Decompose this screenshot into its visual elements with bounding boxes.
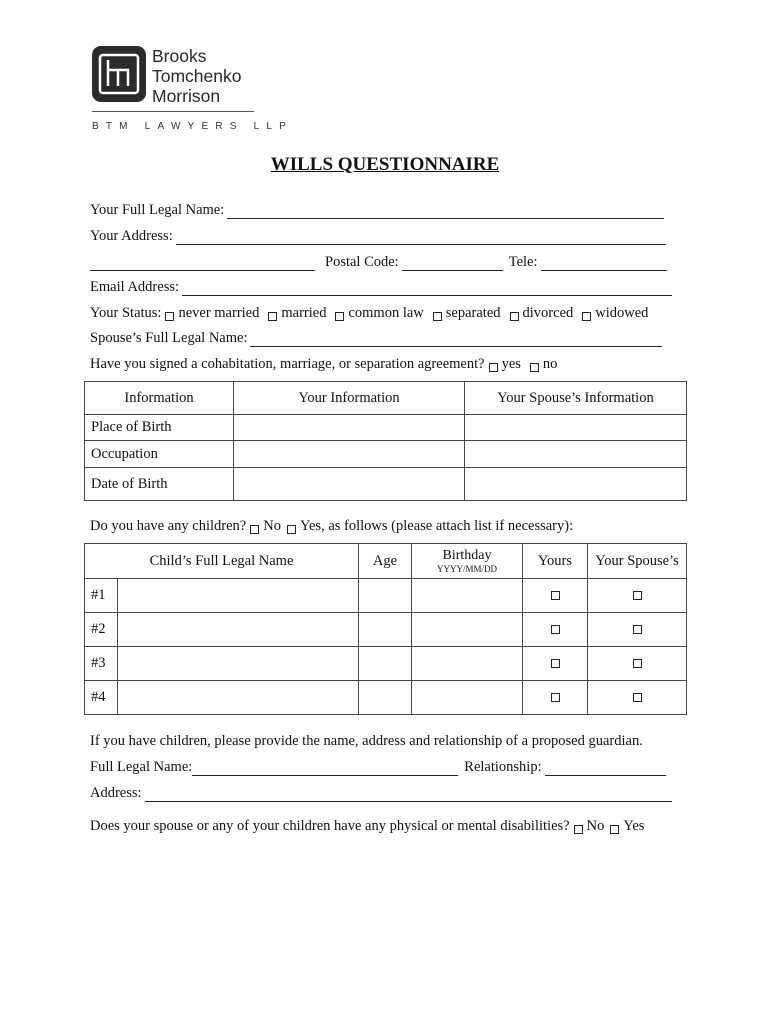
children-header-age: Age <box>359 544 412 579</box>
logo-divider <box>92 111 254 112</box>
address-line2-row <box>90 254 673 271</box>
status-widowed-label: widowed <box>595 305 649 321</box>
spouse-name-field[interactable] <box>250 333 662 347</box>
checkbox-child-spouse[interactable] <box>633 693 642 702</box>
status-separated-label: separated <box>445 305 501 321</box>
guardian-address-label: Address: <box>90 785 142 801</box>
postal-code-label: Postal Code: <box>325 254 399 270</box>
info-cell-spouse[interactable] <box>465 468 687 501</box>
child-birthday-cell[interactable] <box>412 647 523 681</box>
guardian-address-field[interactable] <box>145 788 672 802</box>
disability-row <box>90 818 644 835</box>
checkbox-never-married[interactable] <box>165 312 174 321</box>
status-never-married-label: never married <box>178 305 260 321</box>
agreement-row <box>90 356 557 373</box>
checkbox-child-yours[interactable] <box>551 659 560 668</box>
tele-label: Tele: <box>508 254 538 270</box>
children-header-birthday-format: YYYY/MM/DD <box>436 564 497 574</box>
guardian-relationship-field[interactable] <box>545 762 666 776</box>
checkbox-children-yes[interactable] <box>287 525 296 534</box>
spouse-name-row <box>90 330 668 347</box>
child-spouse-cell <box>588 681 687 715</box>
child-age-cell[interactable] <box>359 647 412 681</box>
firm-name-line2: Tomchenko <box>152 66 242 86</box>
child-spouse-cell <box>588 647 687 681</box>
page-title: WILLS QUESTIONNAIRE <box>270 154 500 175</box>
children-no-label: No <box>263 518 281 534</box>
email-field[interactable] <box>182 282 672 296</box>
table-row <box>85 613 687 647</box>
status-divorced-label: divorced <box>522 305 574 321</box>
spouse-name-label: Spouse’s Full Legal Name: <box>90 330 248 346</box>
checkbox-widowed[interactable] <box>582 312 591 321</box>
email-row <box>90 279 678 296</box>
address-line2-field[interactable] <box>90 257 315 271</box>
children-header-birthday-label: Birthday <box>442 548 492 563</box>
children-table-header-row <box>85 544 687 579</box>
info-row-label: Occupation <box>85 441 234 468</box>
status-common-law-label: common law <box>348 305 424 321</box>
checkbox-agreement-yes[interactable] <box>489 363 498 372</box>
full-name-label: Your Full Legal Name: <box>90 202 225 218</box>
firm-logo-mark <box>92 46 146 102</box>
checkbox-child-spouse[interactable] <box>633 625 642 634</box>
checkbox-child-yours[interactable] <box>551 625 560 634</box>
info-header-spouse: Your Spouse’s Information <box>465 382 687 415</box>
table-row <box>85 468 687 501</box>
table-row <box>85 579 687 613</box>
agreement-no-label: no <box>542 356 558 372</box>
agreement-yes-label: yes <box>501 356 521 372</box>
address-label: Your Address: <box>90 228 173 244</box>
children-header-birthday <box>412 544 523 579</box>
firm-subtitle: BTM LAWYERS LLP <box>92 121 293 132</box>
child-birthday-cell[interactable] <box>412 579 523 613</box>
children-header-yours: Yours <box>523 544 588 579</box>
status-married-label: married <box>281 305 327 321</box>
info-table-header-row <box>85 382 687 415</box>
child-age-cell[interactable] <box>359 579 412 613</box>
table-row <box>85 647 687 681</box>
guardian-intro-row <box>90 733 643 750</box>
children-question-row <box>90 518 573 535</box>
child-spouse-cell <box>588 579 687 613</box>
child-spouse-cell <box>588 613 687 647</box>
child-name-cell[interactable] <box>118 681 359 715</box>
child-name-cell[interactable] <box>118 647 359 681</box>
guardian-name-label: Full Legal Name: <box>90 759 193 775</box>
guardian-address-row <box>90 785 678 802</box>
info-header-information: Information <box>85 382 234 415</box>
child-row-number: #2 <box>85 613 118 647</box>
address-row <box>90 228 672 245</box>
firm-name-line3: Morrison <box>152 86 221 106</box>
child-age-cell[interactable] <box>359 681 412 715</box>
full-name-row <box>90 202 670 219</box>
checkbox-married[interactable] <box>268 312 277 321</box>
table-row <box>85 415 687 441</box>
firm-name-line1: Brooks <box>152 46 207 66</box>
info-cell-spouse[interactable] <box>465 415 687 441</box>
checkbox-separated[interactable] <box>433 312 442 321</box>
child-row-number: #3 <box>85 647 118 681</box>
child-yours-cell <box>523 613 588 647</box>
children-question: Do you have any children? <box>90 518 247 534</box>
info-row-label: Place of Birth <box>85 415 234 441</box>
status-label: Your Status: <box>90 305 162 321</box>
disability-no-label: No <box>586 818 605 834</box>
info-row-label: Date of Birth <box>85 468 234 501</box>
address-field[interactable] <box>176 231 666 245</box>
info-cell-yours[interactable] <box>234 468 465 501</box>
child-yours-cell <box>523 579 588 613</box>
checkbox-agreement-no[interactable] <box>530 363 539 372</box>
agreement-question: Have you signed a cohabitation, marriage, or separation agreement? <box>90 356 485 372</box>
status-row <box>90 305 648 322</box>
checkbox-disability-no[interactable] <box>574 825 583 834</box>
child-row-number: #4 <box>85 681 118 715</box>
child-age-cell[interactable] <box>359 613 412 647</box>
checkbox-divorced[interactable] <box>510 312 519 321</box>
child-name-cell[interactable] <box>118 613 359 647</box>
child-birthday-cell[interactable] <box>412 681 523 715</box>
disability-yes-label: Yes <box>623 818 645 834</box>
children-header-spouses: Your Spouse’s <box>588 544 687 579</box>
postal-code-field[interactable] <box>402 257 503 271</box>
children-yes-label: Yes, as follows (please attach list if necessary): <box>299 518 574 534</box>
guardian-name-row <box>90 759 672 776</box>
info-cell-yours[interactable] <box>234 441 465 468</box>
tele-field[interactable] <box>541 257 667 271</box>
checkbox-child-spouse[interactable] <box>633 591 642 600</box>
full-name-field[interactable] <box>227 205 664 219</box>
child-yours-cell <box>523 681 588 715</box>
info-header-yours: Your Information <box>234 382 465 415</box>
guardian-name-field[interactable] <box>192 762 458 776</box>
children-header-name: Child’s Full Legal Name <box>85 544 359 579</box>
checkbox-children-no[interactable] <box>250 525 259 534</box>
guardian-intro: If you have children, please provide the name, address and relationship of a proposed guardian. <box>90 733 643 749</box>
checkbox-child-spouse[interactable] <box>633 659 642 668</box>
info-cell-spouse[interactable] <box>465 441 687 468</box>
checkbox-common-law[interactable] <box>335 312 344 321</box>
checkbox-child-yours[interactable] <box>551 591 560 600</box>
checkbox-child-yours[interactable] <box>551 693 560 702</box>
info-cell-yours[interactable] <box>234 415 465 441</box>
guardian-relationship-label: Relationship: <box>464 759 542 775</box>
checkbox-disability-yes[interactable] <box>610 825 619 834</box>
child-name-cell[interactable] <box>118 579 359 613</box>
child-birthday-cell[interactable] <box>412 613 523 647</box>
email-label: Email Address: <box>90 279 180 295</box>
table-row <box>85 681 687 715</box>
info-table <box>84 381 687 501</box>
firm-name <box>152 46 242 106</box>
children-table <box>84 543 687 715</box>
table-row <box>85 441 687 468</box>
child-yours-cell <box>523 647 588 681</box>
child-row-number: #1 <box>85 579 118 613</box>
disability-question: Does your spouse or any of your children have any physical or mental disabilities? <box>90 818 570 834</box>
